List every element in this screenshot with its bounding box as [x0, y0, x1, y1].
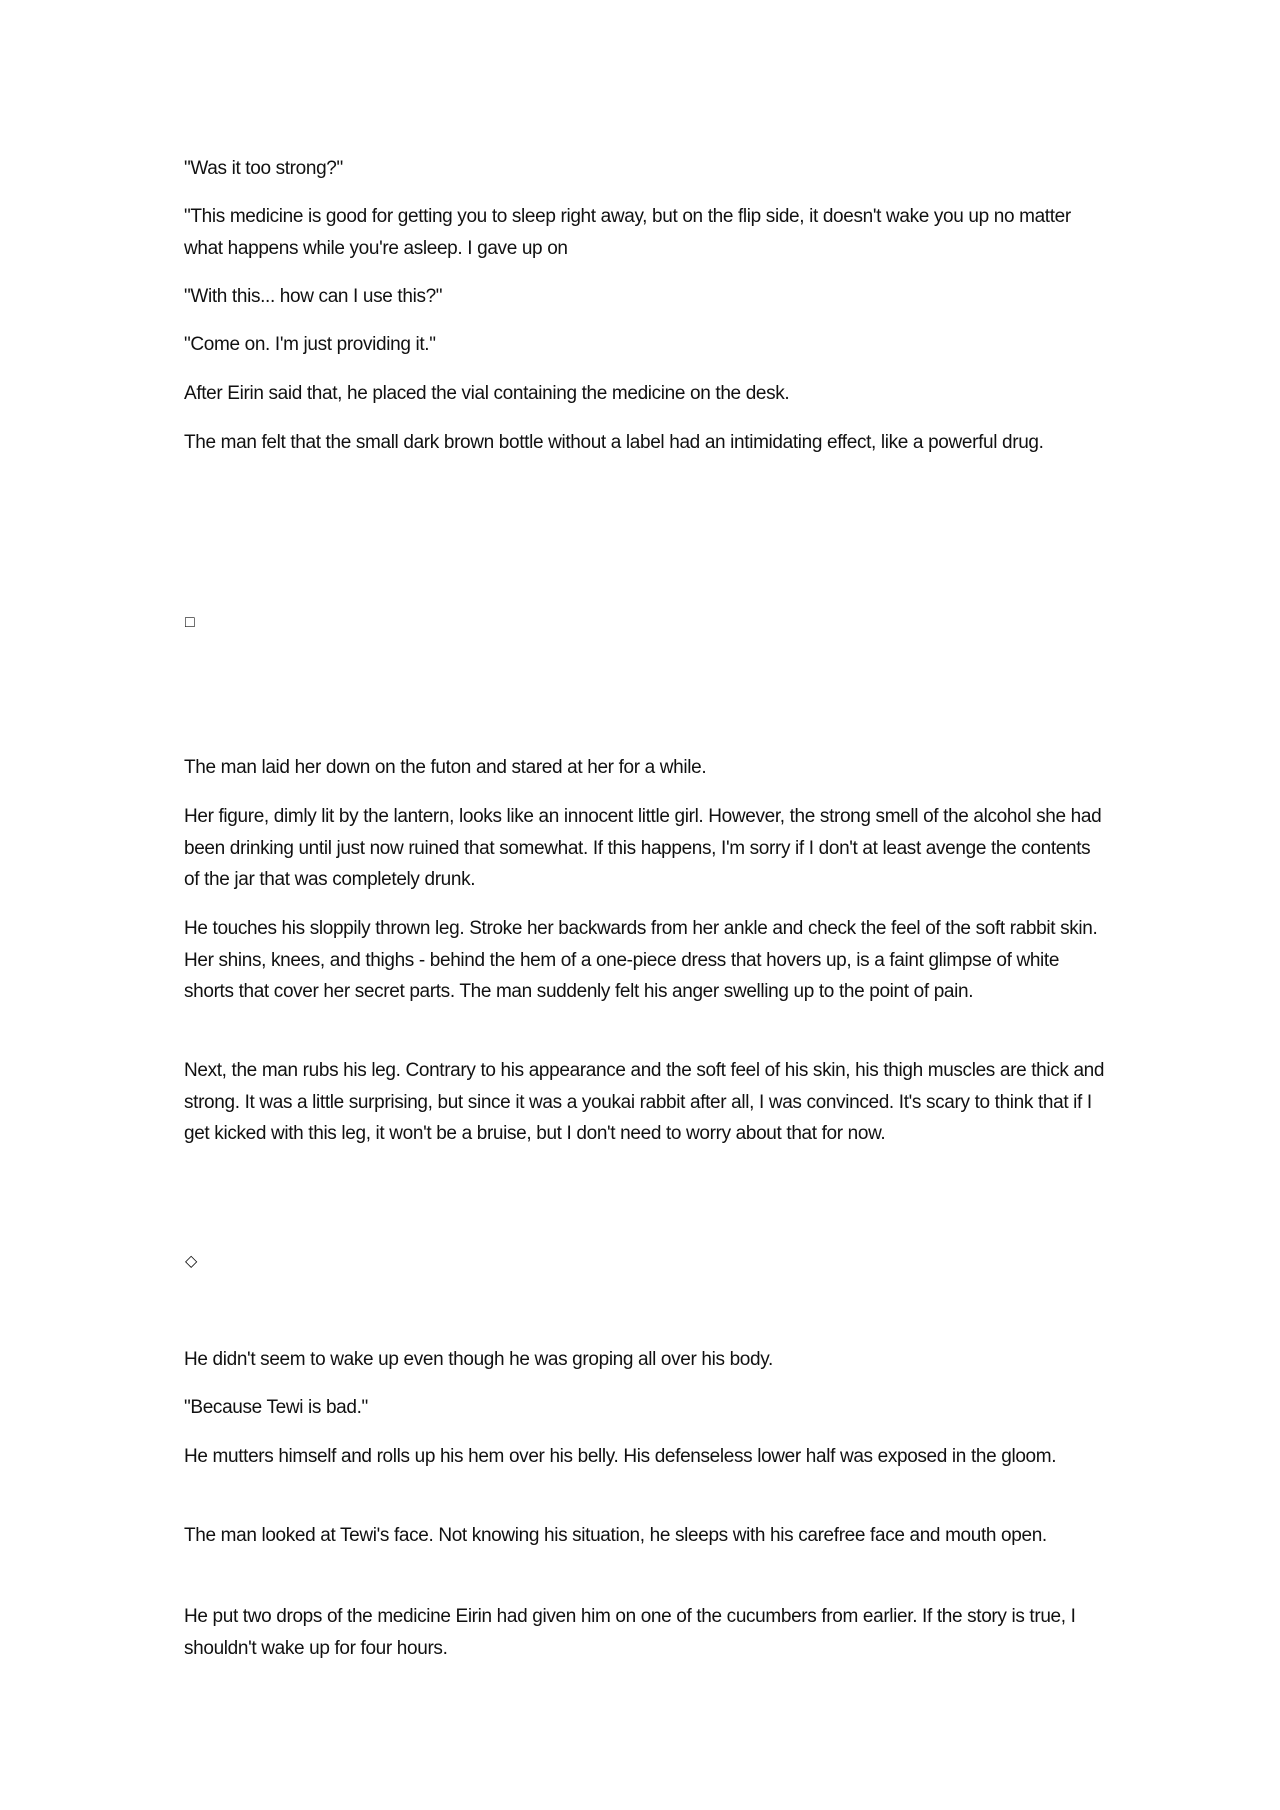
- paragraph: "Come on. I'm just providing it.": [184, 334, 436, 355]
- paragraph: The man felt that the small dark brown bottle without a label had an intimidating effect, like a powerful drug.: [184, 432, 1044, 453]
- paragraph: "Because Tewi is bad.": [184, 1397, 368, 1418]
- paragraph: "This medicine is good for getting you to sleep right away, but on the flip side, it doesn't wake you up no matter what happens while you're asleep. I gave up on: [184, 206, 1071, 259]
- paragraph: Her figure, dimly lit by the lantern, looks like an innocent little girl. However, the strong smell of the alcohol she had been drinking until just now ruined that somewhat. If this happens, I'm sorry if I don't at least avenge the contents of the jar that was completely drunk.: [184, 806, 1102, 890]
- paragraph: He didn't seem to wake up even though he was groping all over his body.: [184, 1349, 773, 1370]
- paragraph: The man laid her down on the futon and stared at her for a while.: [184, 757, 707, 778]
- paragraph: Next, the man rubs his leg. Contrary to his appearance and the soft feel of his skin, his thigh muscles are thick and strong. It was a little surprising, but since it was a youkai rabbit after all, I was convinced. It's scary to think that if I get kicked with this leg, it won't be a bruise, but I don't need to worry about that for now.: [184, 1060, 1105, 1144]
- paragraph: After Eirin said that, he placed the vial containing the medicine on the desk.: [184, 383, 790, 404]
- paragraph: "Was it too strong?": [184, 158, 343, 179]
- paragraph: The man looked at Tewi's face. Not knowing his situation, he sleeps with his carefree face and mouth open.: [184, 1525, 1047, 1546]
- paragraph: "With this... how can I use this?": [184, 286, 443, 307]
- paragraph: He touches his sloppily thrown leg. Stroke her backwards from her ankle and check the feel of the soft rabbit skin. Her shins, knees, and thighs - behind the hem of a one-piece dress that hovers up, is a faint glimpse of white shorts that cover her secret parts. The man suddenly felt his anger swelling up to the point of pain.: [184, 918, 1098, 1002]
- paragraph: He put two drops of the medicine Eirin had given him on one of the cucumbers from earlier. If the story is true, I shouldn't wake up for four hours.: [184, 1606, 1076, 1659]
- section-separator-diamond: ◇: [185, 1253, 198, 1270]
- section-separator-square: □: [185, 614, 195, 631]
- paragraph: He mutters himself and rolls up his hem over his belly. His defenseless lower half was exposed in the gloom.: [184, 1446, 1057, 1467]
